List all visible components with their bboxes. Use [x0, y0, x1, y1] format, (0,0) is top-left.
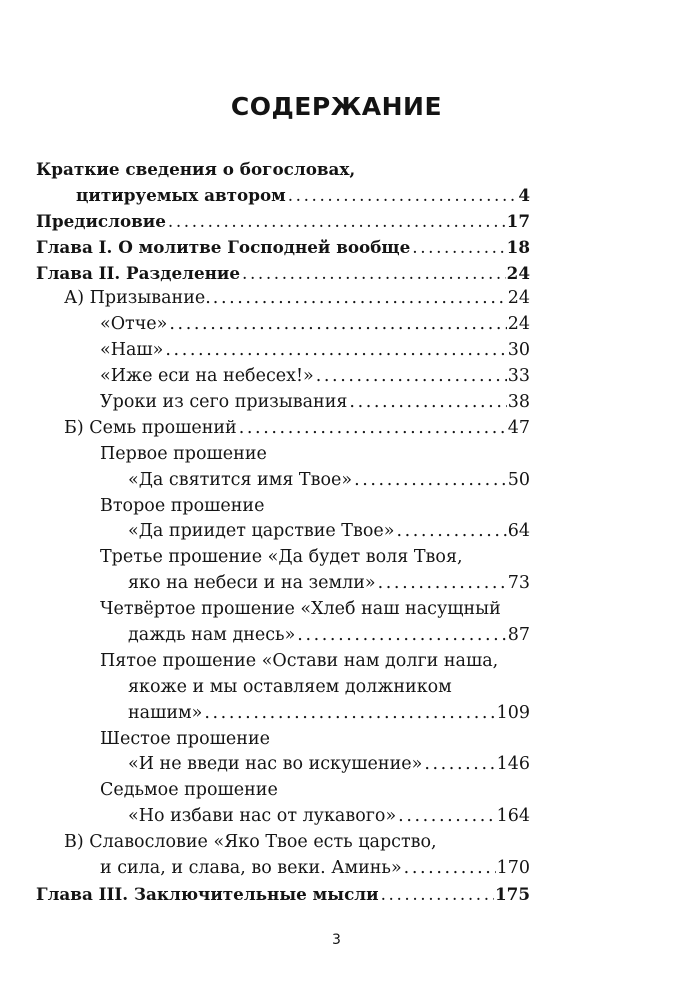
toc-entry-title: «И не введи нас во искушение»	[128, 754, 423, 775]
toc-entry-title: Четвёртое прошение «Хлеб наш насущный	[100, 599, 501, 620]
toc-entry-title: Глава II. Разделение	[36, 262, 241, 283]
dot-leader	[402, 856, 496, 882]
dot-leader	[295, 623, 506, 649]
toc-entry-title: Б) Семь прошений	[64, 417, 237, 438]
toc-entry-title: Третье прошение «Да будет воля Твоя,	[100, 547, 463, 568]
toc-entry	[36, 649, 530, 675]
toc-entry-title: «Наш»	[100, 340, 164, 361]
dot-leader	[163, 338, 506, 364]
toc-entry-page: 109	[496, 702, 530, 723]
toc-entry-title: Первое прошение	[100, 443, 267, 464]
toc-entry-page: 24	[506, 262, 530, 283]
toc-entry	[36, 390, 530, 416]
toc-entry-page: 164	[496, 806, 530, 827]
toc-entry	[36, 364, 530, 390]
toc-entry-page: 24	[507, 314, 530, 335]
dot-leader	[376, 571, 507, 597]
toc-entry-page: 18	[506, 236, 530, 257]
toc-entry	[36, 856, 530, 882]
dot-leader	[352, 468, 507, 494]
toc-entry-page: 175	[494, 883, 530, 904]
toc-entry-page: 24	[507, 288, 530, 309]
toc-entry-title: «Отче»	[100, 314, 168, 335]
toc-entry-page: 33	[507, 366, 530, 387]
toc-entry-page: 50	[507, 469, 530, 490]
toc-entry-title: В) Славословие «Яко Твое есть царство,	[64, 832, 437, 853]
toc-entry-title: Седьмое прошение	[100, 780, 278, 801]
toc-entry	[36, 623, 530, 649]
toc-entry-page: 170	[496, 858, 530, 879]
toc-entry	[36, 261, 530, 287]
toc-entry	[36, 519, 530, 545]
toc-entry	[36, 286, 530, 312]
dot-leader	[410, 235, 505, 261]
toc-entry	[36, 338, 530, 364]
toc-entry-title: Шестое прошение	[100, 728, 270, 749]
toc-entry	[36, 597, 530, 623]
toc-entry	[36, 675, 530, 701]
toc-entry-title: Краткие сведения о богословах,	[36, 159, 356, 179]
dot-leader	[202, 701, 495, 727]
toc-entry-title: А) Призывание.	[64, 288, 211, 309]
dot-leader	[286, 183, 518, 209]
toc-entry	[36, 752, 530, 778]
dot-leader	[211, 286, 507, 312]
toc-entry-title: «Но избави нас от лукавого»	[128, 806, 397, 827]
toc-entry	[36, 494, 530, 520]
toc-entry	[36, 571, 530, 597]
toc-entry	[36, 183, 530, 209]
toc-entry-title: нашим»	[128, 702, 203, 723]
dot-leader	[422, 752, 495, 778]
toc-entry	[36, 442, 530, 468]
page-title: СОДЕРЖАНИЕ	[230, 92, 443, 121]
toc-entry	[36, 701, 530, 727]
toc-entry-title: якоже и мы оставляем должником	[128, 676, 452, 697]
dot-leader	[167, 312, 506, 338]
toc-entry-title: «Иже еси на небесех!»	[100, 366, 314, 387]
toc-entry	[36, 804, 530, 830]
dot-leader	[396, 804, 495, 830]
toc-entry-page: 64	[507, 521, 530, 542]
toc-entry-title: «Да святится имя Твое»	[128, 469, 353, 490]
toc-entry	[36, 830, 530, 856]
toc-entry-title: цитируемых автором	[76, 184, 286, 205]
toc-entry	[36, 312, 530, 338]
toc-entry-title: Уроки из сего призывания	[100, 392, 348, 413]
toc-entry	[36, 778, 530, 804]
toc-entry-page: 87	[507, 625, 530, 646]
dot-leader	[240, 261, 506, 287]
toc-entry-title: Пятое прошение «Остави нам долги наша,	[100, 650, 499, 671]
dot-leader	[394, 519, 506, 545]
toc-entry	[36, 416, 530, 442]
toc-entry-title: и сила, и слава, во веки. Аминь»	[100, 858, 402, 879]
toc-entry-page: 4	[518, 184, 530, 205]
toc-entry-title: Второе прошение	[100, 495, 265, 516]
page-number: 3	[332, 932, 341, 948]
toc-entry	[36, 882, 530, 908]
table-of-contents	[36, 157, 530, 908]
toc-entry	[36, 157, 530, 183]
toc-entry	[36, 545, 530, 571]
dot-leader	[314, 364, 507, 390]
toc-entry	[36, 727, 530, 753]
dot-leader	[237, 416, 507, 442]
toc-entry-title: «Да приидет царствие Твое»	[128, 521, 395, 542]
toc-entry-title: Глава III. Заключительные мысли	[36, 883, 379, 904]
toc-entry-title: Предисловие	[36, 210, 166, 231]
toc-entry-page: 38	[507, 392, 530, 413]
toc-entry-title: Глава I. О молитве Господней вообще	[36, 236, 411, 257]
toc-entry-page: 17	[506, 210, 530, 231]
toc-entry-page: 146	[496, 754, 530, 775]
dot-leader	[347, 390, 506, 416]
toc-entry-title: яко на небеси и на земли»	[128, 573, 376, 594]
toc-entry-page: 47	[507, 417, 530, 438]
toc-entry	[36, 209, 530, 235]
toc-entry	[36, 468, 530, 494]
dot-leader	[379, 882, 494, 908]
toc-entry-title: даждь нам днесь»	[128, 625, 296, 646]
dot-leader	[166, 209, 506, 235]
toc-entry-page: 73	[507, 573, 530, 594]
toc-entry	[36, 235, 530, 261]
toc-entry-page: 30	[507, 340, 530, 361]
